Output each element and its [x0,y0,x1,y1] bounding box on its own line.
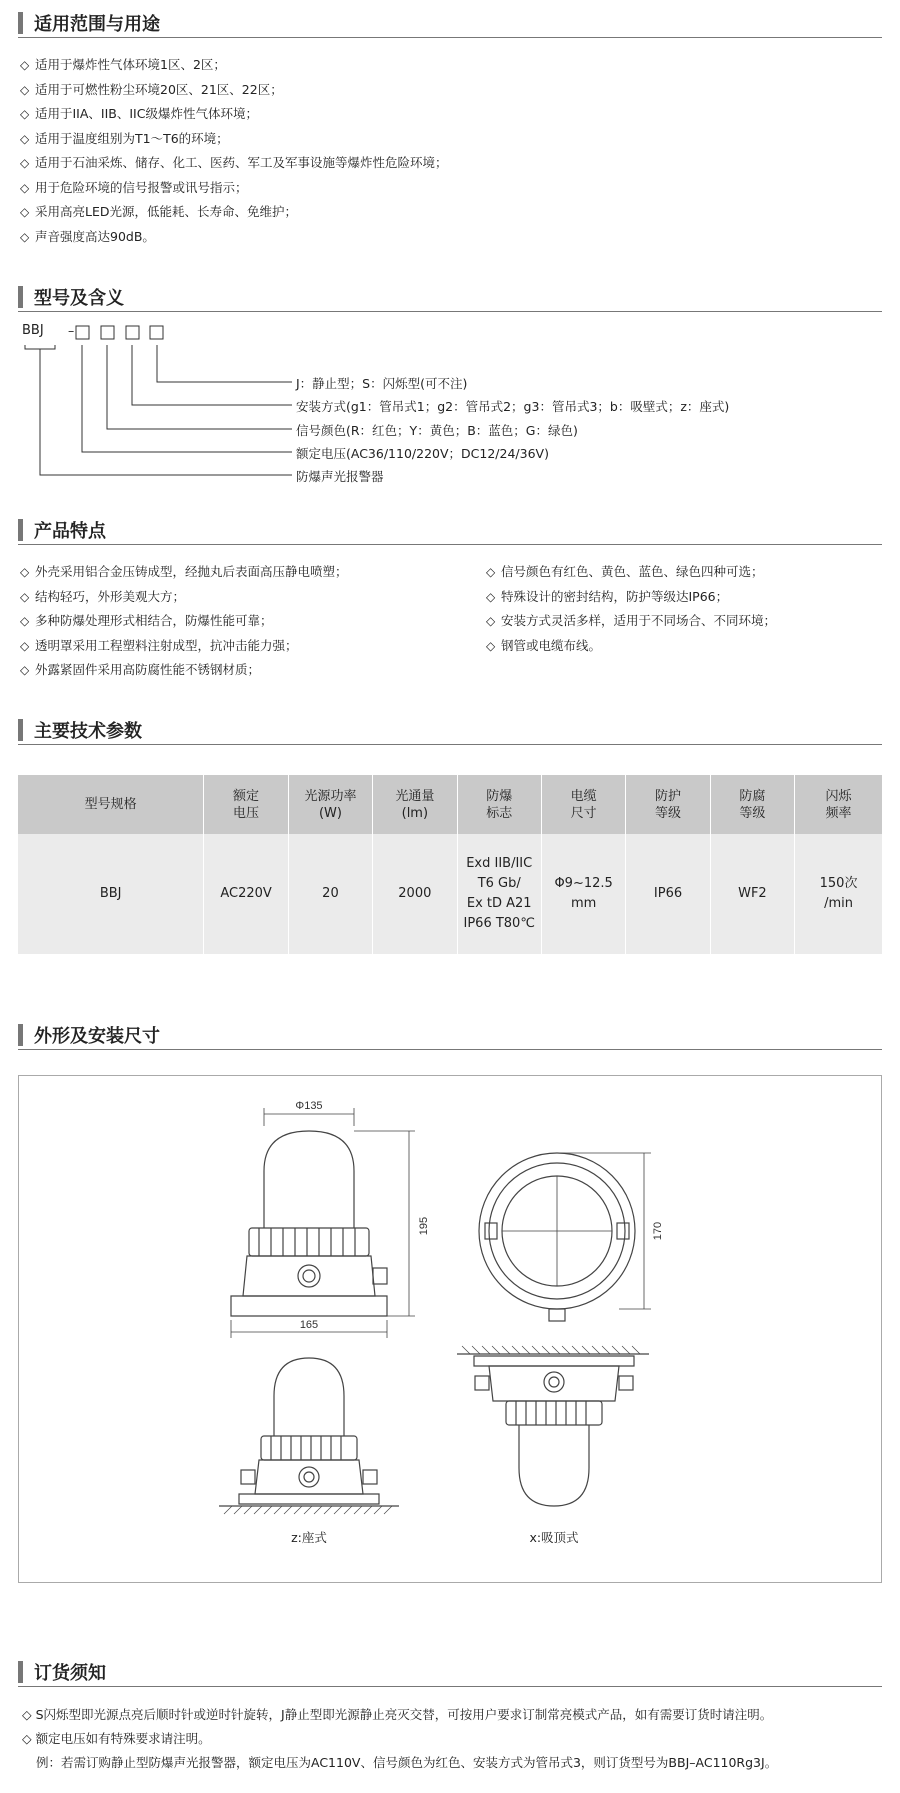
section-header-model [18,282,882,312]
bullet-diamond-icon: ◇ [20,82,30,97]
model-prefix: BBJ [22,323,44,338]
list-item-text: 外壳采用铝合金压铸成型，经抛丸后表面高压静电喷塑； [35,564,348,579]
section-title: 适用范围与用途 [34,14,160,35]
model-dash: – [68,323,75,338]
section-header-features [18,515,882,545]
bullet-diamond-icon: ◇ [20,107,30,121]
table-cell: 150次 /min [795,834,882,954]
feature-item [486,634,776,659]
order-note-2: ◇ 额定电压如有特殊要求请注明。 [22,1731,211,1746]
section-header-params [18,715,882,745]
bullet-diamond-icon: ◇ [20,156,30,170]
scope-item [20,53,448,78]
section-header-dims [18,1020,882,1050]
model-label-mount: 安装方式(g1：管吊式1；g2：管吊式2；g3：管吊式3；b：吸壁式；z：座式) [296,399,730,414]
order-note-1: ◇ S闪烁型即光源点亮后顺时针或逆时针旋转，J静止型即光源静止亮灭交替，可按用户要求订制常亮模式产品，如有需要订货时请注明。 [22,1707,773,1722]
feature-item [486,560,776,585]
scope-item [20,127,448,152]
bullet-diamond-icon: ◇ [486,565,496,579]
model-label-type: J：静止型；S：闪烁型(可不注) [296,376,468,391]
feature-item [20,560,348,585]
bullet-diamond-icon: ◇ [486,614,496,628]
model-label-product: 防爆声光报警器 [296,469,384,484]
list-item-text: 适用于石油采炼、储存、化工、医药、军工及军事设施等爆炸性危险环境； [35,155,448,170]
table-header-cell: 防护 等级 [626,775,710,834]
table-cell: Φ9~12.5 mm [541,834,625,954]
bullet-diamond-icon: ◇ [20,58,30,72]
list-item-text: 适用于IIA、IIB、IIC级爆炸性气体环境； [35,106,258,121]
table-cell: IP66 [626,834,710,954]
table-header-cell: 闪烁 频率 [795,775,882,834]
dim-side-label: 170 [652,1221,664,1241]
list-item-text: 多种防爆处理形式相结合，防爆性能可靠； [35,613,273,628]
list-item-text: 适用于爆炸性气体环境1区、2区； [35,57,226,72]
feature-item [486,609,776,634]
list-item-text: 适用于可燃性粉尘环境20区、21区、22区； [35,81,283,97]
section-rule [18,37,882,38]
section-title: 订货须知 [34,1663,106,1684]
dimension-drawings [19,1076,881,1582]
model-label-voltage: 额定电压(AC36/110/220V；DC12/24/36V) [296,446,549,461]
list-item-text: 适用于温度组别为T1～T6的环境； [35,130,229,146]
section-bar [18,1661,23,1683]
scope-item [20,151,448,176]
section-title: 型号及含义 [34,288,124,309]
section-title: 主要技术参数 [34,721,142,742]
bullet-diamond-icon: ◇ [20,205,30,219]
list-item-text: 特殊设计的密封结构，防护等级达IP66； [501,588,729,604]
seat-mount-drawing [219,1358,399,1514]
section-header-scope [18,8,882,38]
table-cell: 2000 [373,834,457,954]
model-diagram [22,323,730,493]
top-view-drawing [479,1153,651,1321]
feature-item [20,634,348,659]
feature-item [20,585,348,610]
dimension-drawing-panel [18,1075,882,1583]
section-header-order [18,1657,882,1687]
bullet-diamond-icon: ◇ [20,229,30,244]
order-notes [22,1703,777,1775]
caption-ceiling-mount: x:吸顶式 [529,1530,579,1545]
bullet-diamond-icon: ◇ [20,638,30,653]
feature-item [20,658,348,683]
section-rule [18,544,882,545]
section-rule [18,1049,882,1050]
bullet-diamond-icon: ◇ [20,180,30,195]
list-item-text: 钢管或电缆布线。 [501,637,602,653]
section-title: 产品特点 [34,521,106,542]
features-right-list [486,560,776,658]
dim-height-label: 195 [418,1216,430,1236]
bullet-diamond-icon: ◇ [20,614,30,628]
section-bar [18,1024,23,1046]
list-item-text: 声音强度高达90dB。 [35,228,155,244]
table-header-cell: 电缆 尺寸 [541,775,625,834]
front-view-drawing [231,1108,415,1338]
scope-item [20,200,448,225]
features-left-list [20,560,348,683]
table-cell: BBJ [18,834,204,954]
ceiling-mount-drawing [457,1346,649,1506]
table-cell: AC220V [204,834,288,954]
dim-diameter-label: Φ135 [295,1100,323,1112]
list-item-text: 结构轻巧，外形美观大方； [35,588,186,604]
scope-item [20,102,448,127]
dim-width-label: 165 [299,1319,319,1331]
table-header-cell: 光通量 (lm) [373,775,457,834]
scope-item [20,78,448,103]
list-item-text: 外露紧固件采用高防腐性能不锈钢材质； [35,662,261,677]
section-rule [18,1686,882,1687]
table-cell: Exd IIB/IIC T6 Gb/ Ex tD A21 IP66 T80℃ [457,834,541,954]
spec-header-row [18,775,882,834]
table-header-cell: 防爆 标志 [457,775,541,834]
model-label-color: 信号颜色(R：红色；Y：黄色；B：蓝色；G：绿色) [296,423,578,438]
scope-list [20,53,448,249]
bullet-diamond-icon: ◇ [20,589,30,604]
list-item-text: 透明罩采用工程塑料注射成型，抗冲击能力强； [35,637,298,653]
section-bar [18,286,23,308]
section-bar [18,719,23,741]
section-rule [18,311,882,312]
bullet-diamond-icon: ◇ [486,638,496,653]
bullet-diamond-icon: ◇ [20,131,30,146]
list-item-text: 采用高亮LED光源，低能耗、长寿命、免维护； [35,204,297,219]
table-header-cell: 光源功率 (W) [288,775,372,834]
section-bar [18,519,23,541]
bullet-diamond-icon: ◇ [20,663,30,677]
feature-item [20,609,348,634]
section-rule [18,744,882,745]
table-row [18,834,882,954]
bullet-diamond-icon: ◇ [20,565,30,579]
table-cell: WF2 [710,834,794,954]
list-item-text: 用于危险环境的信号报警或讯号指示； [35,179,248,195]
list-item-text: 信号颜色有红色、黄色、蓝色、绿色四种可选； [501,564,764,579]
caption-seat-mount: z:座式 [291,1530,327,1545]
table-header-cell: 型号规格 [18,775,204,834]
feature-item [486,585,776,610]
order-example: 例：若需订购静止型防爆声光报警器，额定电压为AC110V、信号颜色为红色、安装方式为管吊式3，则订货型号为BBJ–AC110Rg3J。 [36,1755,778,1770]
table-header-cell: 额定 电压 [204,775,288,834]
table-header-cell: 防腐 等级 [710,775,794,834]
section-title: 外形及安装尺寸 [34,1026,160,1047]
scope-item [20,225,448,250]
scope-item [20,176,448,201]
bullet-diamond-icon: ◇ [486,589,496,604]
section-bar [18,12,23,34]
spec-table [18,775,882,954]
list-item-text: 安装方式灵活多样，适用于不同场合、不同环境； [501,613,777,628]
table-cell: 20 [288,834,372,954]
